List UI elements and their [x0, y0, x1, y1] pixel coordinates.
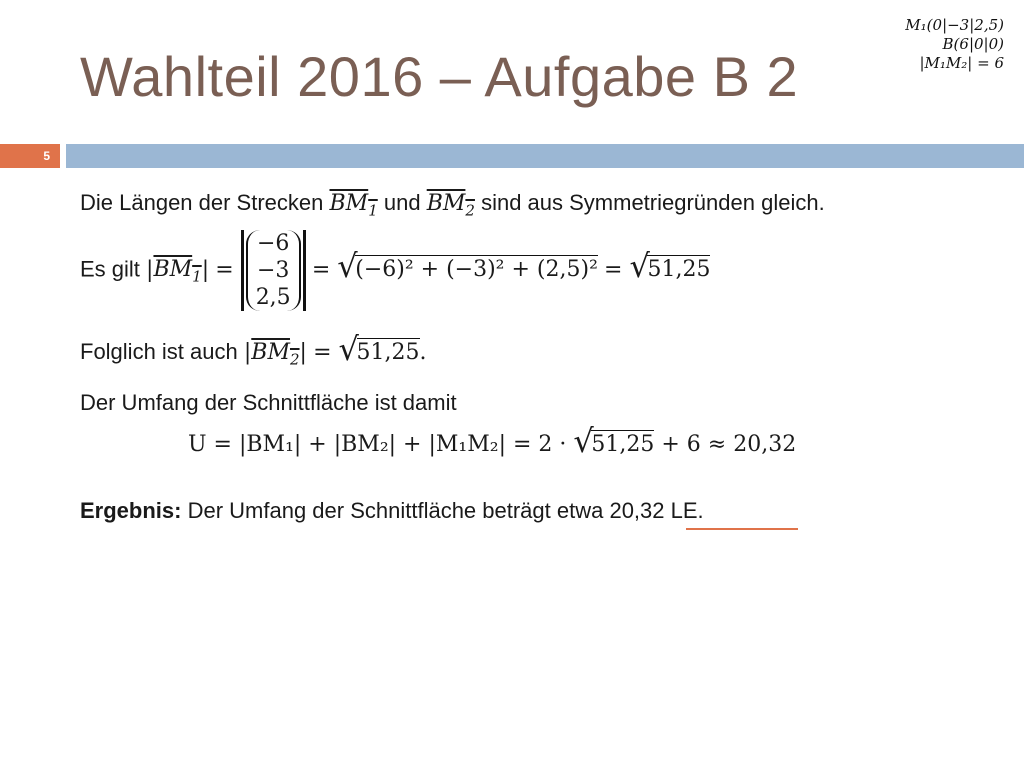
formula-left: U = |BM₁| + |BM₂| + |M₁M₂| = 2 ·: [188, 432, 574, 457]
result-text: Der Umfang der Schnittfläche beträgt etwa 20,32 LE.: [181, 498, 704, 523]
result-underline: [686, 528, 798, 530]
side-notes: [905, 16, 1004, 73]
vec-y: −3: [256, 258, 290, 283]
slide-title: Wahlteil 2016 – Aufgabe B 2: [80, 45, 799, 108]
line1-text-a: Die Längen der Strecken: [80, 190, 330, 215]
result-line: [80, 498, 704, 524]
line1-text-c: sind aus Symmetriegründen gleich.: [474, 190, 825, 215]
segment-bm2: $BM_2$: [426, 191, 475, 220]
page-number: 5: [43, 149, 50, 163]
vec-x: −6: [256, 231, 290, 256]
abs-bm1: $|BM_1|$: [146, 257, 210, 286]
text-line-1: [80, 190, 825, 219]
note-m1m2: |M₁M₂| = 6: [919, 54, 1004, 72]
text-line-3: Folglich ist auch $|BM_2|$ = √ 51,25.: [80, 338, 427, 368]
perimeter-formula: [188, 430, 796, 457]
header-divider-bar: [66, 144, 1024, 168]
sqrt-expression: √ (−6)² + (−3)² + (2,5)²: [337, 255, 598, 282]
line1-text-b: und: [383, 190, 427, 215]
result-label: Ergebnis:: [80, 498, 182, 523]
vec-z: 2,5: [255, 285, 291, 310]
line2-prefix: Es gilt: [80, 256, 147, 282]
text-line-2: Es gilt $|BM_1|$ = −6 −3 2,5 = √ (−6)² + (−3)² + (2,5)² = √ 51,25: [80, 230, 710, 311]
line3-prefix: Folglich ist auch: [80, 339, 244, 364]
note-b: B(6|0|0): [942, 35, 1004, 53]
text-line-4: Der Umfang der Schnittfläche ist damit: [80, 390, 457, 415]
formula-sqrt: √ 51,25: [573, 430, 654, 457]
formula-right: + 6 ≈ 20,32: [654, 432, 797, 457]
sqrt-result: √ 51,25: [629, 255, 710, 282]
sqrt-value: √ 51,25: [339, 338, 420, 365]
abs-bm2: $|BM_2|$: [243, 340, 307, 369]
page-number-bar: [0, 144, 60, 168]
column-vector: [246, 230, 301, 311]
note-m1: M₁(0|−3|2,5): [905, 16, 1004, 34]
segment-bm1: $BM_1$: [329, 191, 378, 220]
vector-norm: [241, 230, 306, 311]
